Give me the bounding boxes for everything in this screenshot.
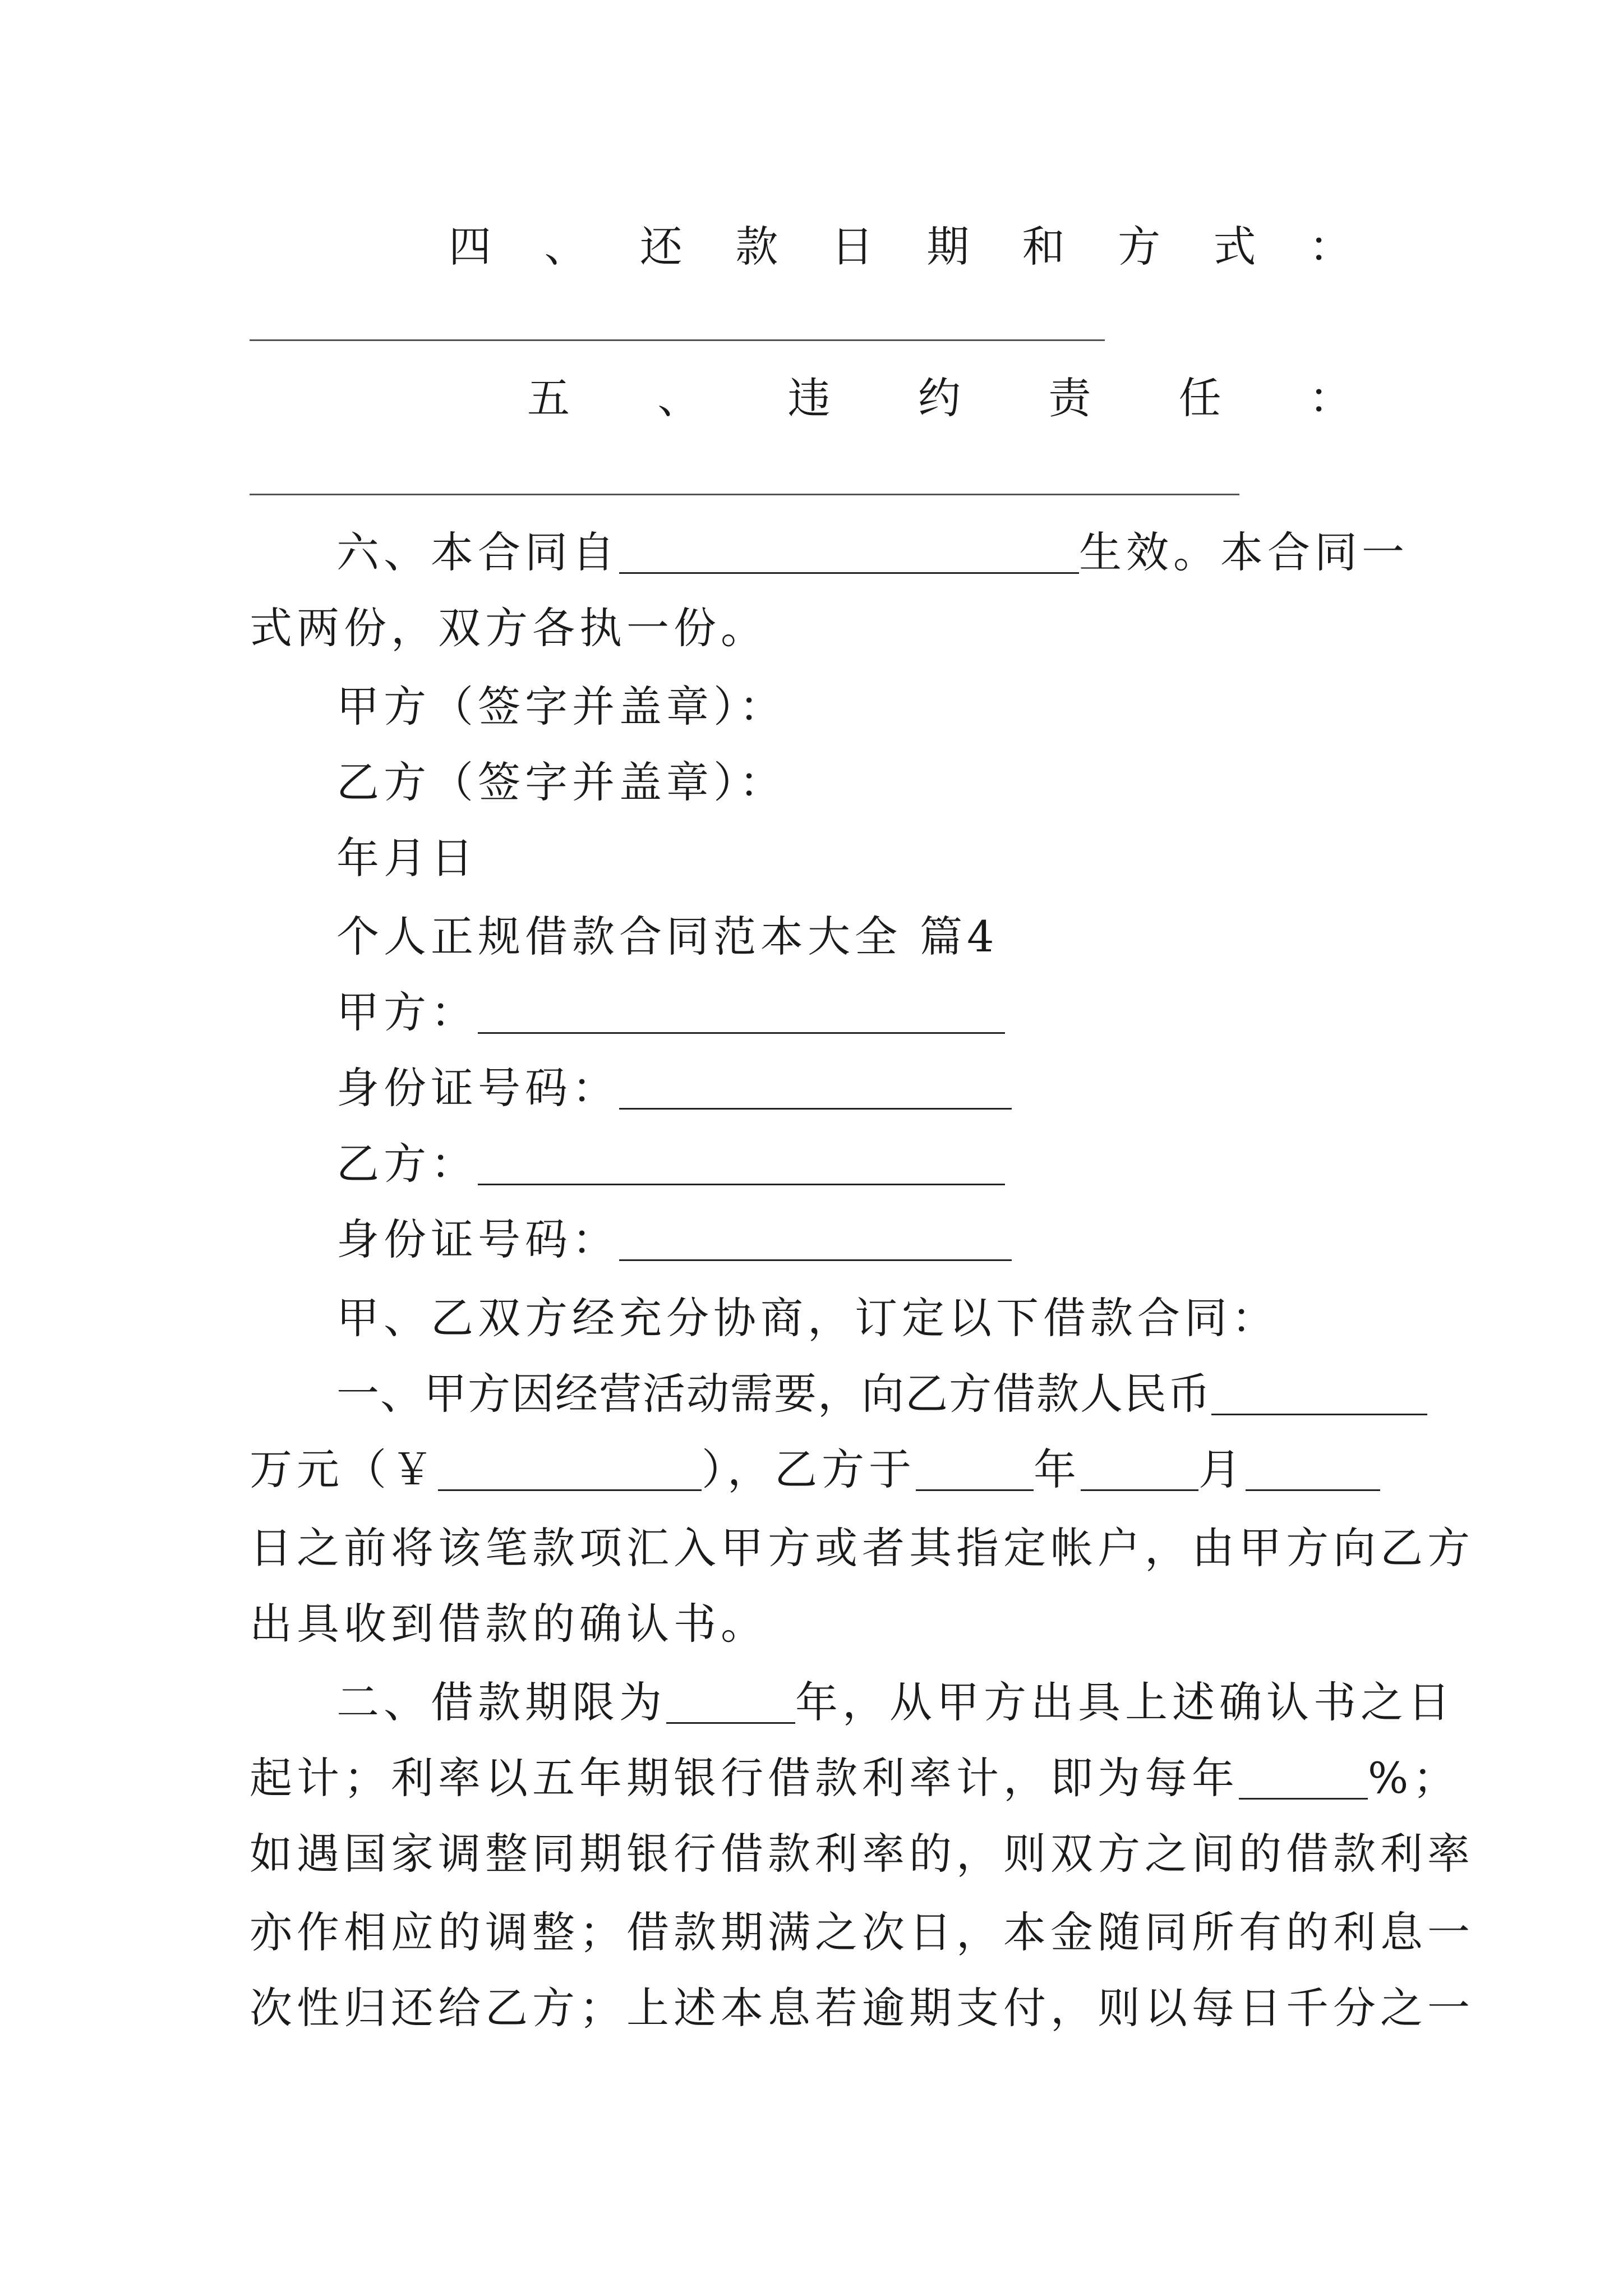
blank-field — [619, 528, 1079, 574]
blank-field — [478, 988, 1005, 1034]
text: 甲、乙双方经充分协商，订定以下借款合同： — [336, 1293, 1279, 1343]
paragraph-line — [336, 1663, 1481, 1742]
heading-char: 、 — [657, 373, 700, 423]
paragraph-line — [250, 1739, 1460, 1818]
party-a-id-line — [336, 1049, 1481, 1128]
text: 身份证号码： — [336, 1214, 619, 1264]
blank-field — [1246, 1446, 1380, 1491]
blank-field — [478, 1140, 1005, 1185]
paragraph-line — [250, 1430, 1394, 1509]
heading-char: ： — [1308, 373, 1352, 423]
heading-char: 五 — [527, 373, 570, 423]
heading-char: 任 — [1178, 373, 1221, 423]
text: 式两份，双方各执一份。 — [250, 603, 768, 653]
text: 月 — [1198, 1444, 1246, 1494]
signature-party-b — [336, 743, 1481, 822]
heading-liability — [527, 359, 1352, 438]
heading-char: ： — [1308, 222, 1352, 272]
paragraph-line — [250, 1815, 1474, 1893]
text: ），乙方于 — [702, 1444, 916, 1494]
signature-party-a — [336, 668, 1481, 746]
text: 生效。本合同一 — [1079, 527, 1409, 577]
text: %； — [1368, 1753, 1460, 1803]
heading-char: 方 — [1118, 222, 1161, 272]
text: 二、借款期限为 — [336, 1677, 666, 1727]
blank-field — [619, 1064, 1012, 1110]
paragraph-line — [250, 1893, 1474, 1972]
blank-field — [1239, 1754, 1368, 1800]
text: 乙方： — [336, 1139, 478, 1189]
paragraph-line — [250, 1509, 1474, 1588]
text: 年月日 — [336, 833, 478, 883]
heading-char: 还 — [639, 222, 683, 272]
blank-field — [438, 1446, 702, 1491]
text: 一、甲方因经营活动需要，向乙方借款人民币 — [336, 1369, 1211, 1419]
paragraph-line — [336, 513, 1481, 592]
blank-field — [916, 1446, 1034, 1491]
blank-field — [619, 1216, 1012, 1261]
text: 次性归还给乙方；上述本息若逾期支付，则以每日千分之一 — [250, 1983, 1474, 2033]
heading-char: 式 — [1213, 222, 1256, 272]
text: 乙方（签字并盖章）： — [336, 757, 786, 807]
underline-rule — [250, 494, 1239, 495]
underline-rule — [250, 339, 1105, 341]
paragraph-line — [250, 589, 1394, 668]
text: 甲方（签字并盖章）： — [336, 682, 786, 731]
text: 六、本合同自 — [336, 527, 619, 577]
heading-char: 违 — [787, 373, 831, 423]
party-b-id-line — [336, 1200, 1481, 1279]
intro-line — [336, 1279, 1481, 1358]
heading-char: 责 — [1048, 373, 1091, 423]
text: 个人正规借款合同范本大全 篇4 — [336, 912, 999, 961]
party-b-line — [336, 1125, 1481, 1203]
text: 年 — [1034, 1444, 1081, 1494]
blank-field — [666, 1678, 795, 1724]
text: 万元（￥ — [250, 1444, 438, 1494]
paragraph-line — [336, 1355, 1481, 1433]
text: 年，从甲方出具上述确认书之日 — [795, 1677, 1455, 1727]
text: 出具收到借款的确认书。 — [250, 1599, 768, 1649]
heading-char: 四 — [449, 222, 491, 272]
text: 身份证号码： — [336, 1063, 619, 1113]
party-a-line — [336, 973, 1481, 1052]
text: 甲方： — [336, 987, 478, 1037]
paragraph-line — [250, 1585, 1394, 1663]
heading-char: 约 — [917, 373, 961, 423]
text: 如遇国家调整同期银行借款利率的，则双方之间的借款利率 — [250, 1829, 1474, 1879]
heading-char: 、 — [544, 222, 587, 272]
section-title — [336, 898, 1481, 976]
heading-repayment — [449, 208, 1352, 286]
blank-field — [1211, 1370, 1427, 1415]
heading-char: 期 — [926, 222, 970, 272]
heading-char: 款 — [735, 222, 778, 272]
paragraph-line — [250, 1969, 1474, 2047]
text: 起计；利率以五年期银行借款利率计，即为每年 — [250, 1753, 1239, 1803]
heading-char: 和 — [1022, 222, 1065, 272]
blank-field — [1081, 1446, 1198, 1491]
text: 亦作相应的调整；借款期满之次日，本金随同所有的利息一 — [250, 1907, 1474, 1957]
text: 日之前将该笔款项汇入甲方或者其指定帐户，由甲方向乙方 — [250, 1523, 1474, 1573]
date-line — [336, 819, 1481, 898]
heading-char: 日 — [831, 222, 874, 272]
